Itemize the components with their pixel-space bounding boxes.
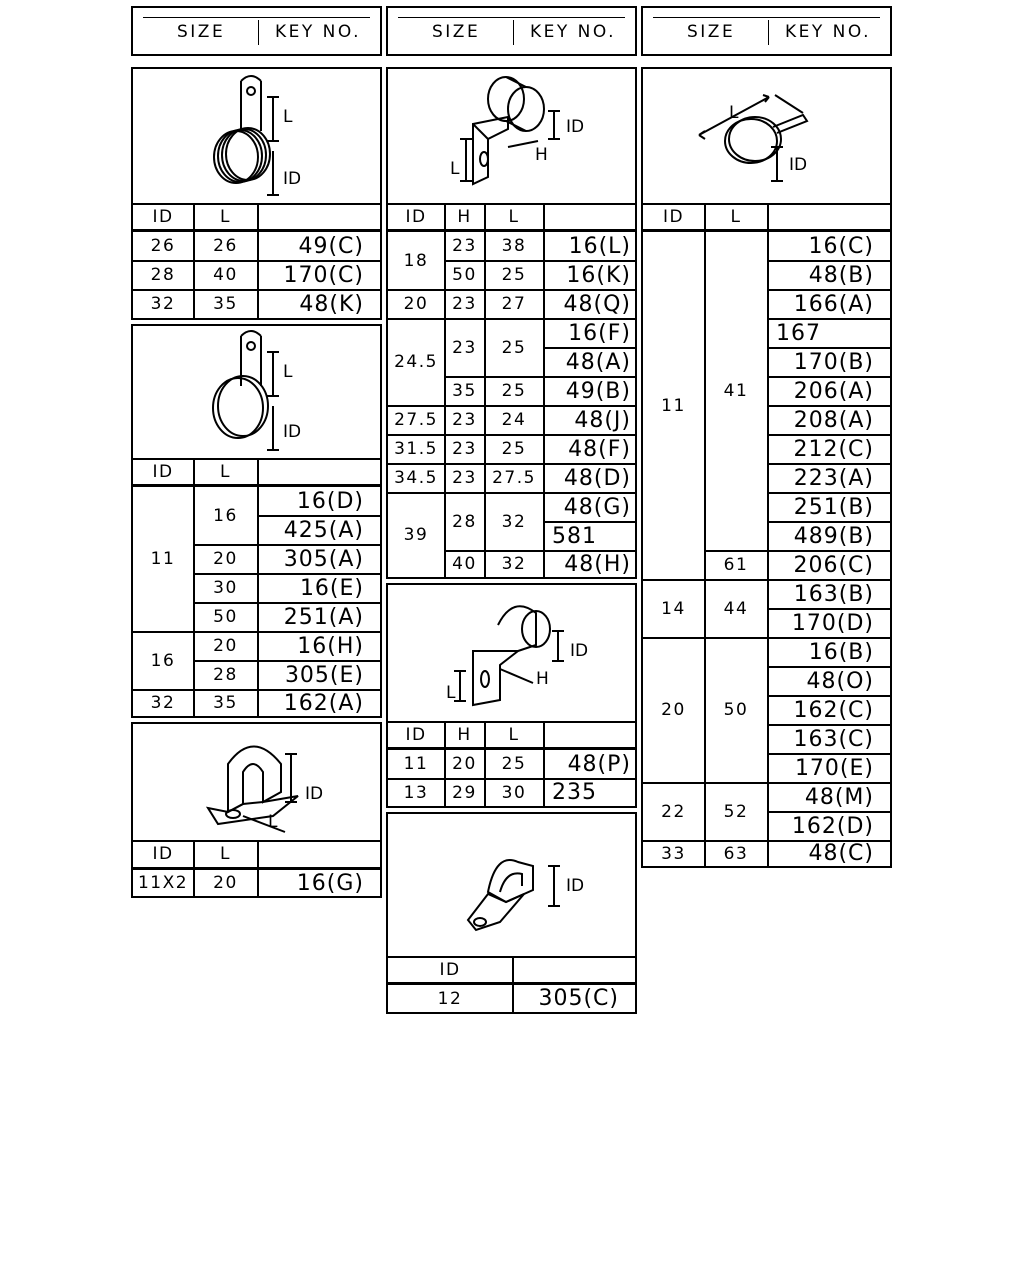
cell-key: 16(F) — [568, 320, 631, 346]
cell-key: 305(A) — [283, 546, 364, 572]
cell-key: 251(B) — [793, 494, 874, 520]
cell-key: 166(A) — [793, 291, 874, 317]
col-header-l: L — [508, 724, 520, 745]
cell-key: 48(F) — [568, 436, 631, 462]
cell-key: 163(B) — [793, 581, 874, 607]
cell-key: 16(C) — [808, 233, 874, 259]
cell-key: 170(E) — [794, 755, 874, 781]
cell-key: 162(C) — [793, 697, 874, 723]
dim-label-l: L — [283, 107, 293, 127]
dim-label-id: ID — [305, 784, 324, 804]
offset-clamp-illustration — [388, 69, 635, 205]
cell-key: 48(K) — [299, 291, 364, 317]
cell-id: 34.5 — [394, 468, 438, 488]
cell-l: 30 — [501, 782, 527, 803]
col-header-id: ID — [152, 844, 174, 864]
col-header-id: ID — [439, 959, 461, 980]
cell-l: 27.5 — [492, 468, 536, 488]
cell-key: 49(C) — [298, 233, 364, 259]
cell-key: 206(C) — [793, 552, 874, 578]
header-key-no: KEY NO. — [275, 22, 361, 42]
cell-id: 26 — [150, 236, 176, 256]
cell-l: 24 — [501, 410, 527, 430]
header-size: SIZE — [177, 22, 226, 42]
cell-h: 23 — [452, 294, 477, 314]
cell-id: 32 — [150, 693, 176, 713]
cell-key: 48(A) — [565, 349, 631, 375]
col-header-id: ID — [152, 206, 174, 227]
cell-id: 11 — [661, 395, 686, 416]
cell-id: 27.5 — [394, 410, 438, 430]
cell-id: 33 — [661, 843, 686, 864]
cell-key: 163(C) — [793, 726, 874, 752]
header-key-no: KEY NO. — [785, 22, 871, 42]
cell-id: 16 — [150, 650, 176, 671]
cell-l: 35 — [213, 693, 238, 713]
cell-key: 48(J) — [574, 407, 631, 433]
dim-label-l: L — [446, 683, 456, 703]
cell-key: 16(K) — [566, 262, 631, 288]
cell-h: 23 — [452, 337, 477, 358]
dim-label-l: L — [283, 362, 293, 382]
cell-key: 425(A) — [283, 517, 364, 543]
cell-key: 16(B) — [808, 639, 874, 665]
cell-l: 25 — [501, 381, 527, 401]
cell-id: 11X2 — [137, 873, 189, 893]
col-header-h: H — [457, 724, 472, 745]
cell-key: 48(G) — [563, 494, 631, 520]
cell-key: 235 — [552, 780, 597, 805]
header-mid — [386, 6, 637, 56]
cell-id: 20 — [661, 700, 686, 720]
header-left — [131, 6, 382, 56]
cell-id: 22 — [661, 801, 686, 822]
cell-l: 40 — [213, 265, 238, 285]
clamp-block-mid-1 — [386, 67, 637, 579]
cell-key: 162(A) — [283, 690, 364, 716]
cell-h: 40 — [452, 554, 477, 574]
header-key-no: KEY NO. — [530, 22, 616, 42]
cell-key: 206(A) — [793, 378, 874, 404]
cell-key: 16(E) — [299, 575, 364, 601]
cell-id: 32 — [150, 294, 176, 314]
dim-label-l: L — [729, 103, 739, 123]
dim-label-id: ID — [570, 641, 589, 661]
cell-h: 50 — [452, 265, 477, 285]
cell-key: 170(C) — [283, 262, 364, 288]
col-header-id: ID — [405, 206, 427, 227]
col-header-id: ID — [405, 724, 427, 745]
dim-label-id: ID — [566, 117, 585, 137]
cell-key: 16(D) — [296, 488, 364, 514]
cell-key: 16(L) — [568, 233, 631, 259]
header-size: SIZE — [687, 22, 736, 42]
cell-id: 39 — [403, 525, 429, 545]
cell-id: 31.5 — [394, 439, 438, 459]
cell-h: 23 — [452, 410, 477, 430]
cell-id: 28 — [150, 265, 176, 285]
offset-clamp-illustration — [388, 585, 635, 721]
dim-label-id: ID — [789, 155, 808, 175]
cell-key: 208(A) — [793, 407, 874, 433]
cell-key: 48(H) — [564, 551, 631, 577]
cell-l: 30 — [213, 578, 238, 598]
clamp-block-left-3 — [131, 722, 382, 898]
cell-key: 489(B) — [793, 523, 874, 549]
cell-key: 48(P) — [567, 751, 631, 777]
cell-l: 32 — [501, 511, 527, 532]
col-header-l: L — [508, 206, 520, 227]
cell-l: 27 — [501, 294, 527, 314]
cell-key: 305(E) — [284, 662, 364, 688]
cell-id: 13 — [403, 782, 429, 803]
cell-h: 29 — [452, 782, 477, 803]
dim-label-l: L — [450, 159, 460, 179]
cell-key: 48(O) — [806, 668, 874, 694]
cell-id: 12 — [437, 988, 463, 1009]
cell-l: 38 — [501, 236, 527, 256]
cell-l: 20 — [213, 873, 238, 893]
cell-l: 20 — [213, 636, 238, 656]
clamp-block-right — [641, 67, 892, 868]
clamp-block-mid-3 — [386, 812, 637, 1014]
cell-key: 162(D) — [791, 813, 874, 839]
cell-key: 48(C) — [808, 841, 874, 866]
cell-key: 16(G) — [296, 870, 364, 896]
cell-key: 48(M) — [804, 784, 874, 810]
cell-key: 581 — [552, 523, 597, 549]
cell-key: 305(C) — [538, 986, 619, 1011]
cell-h: 35 — [452, 381, 477, 401]
cell-key: 170(B) — [793, 349, 874, 375]
cell-l: 50 — [213, 607, 238, 627]
cell-l: 44 — [723, 598, 749, 619]
cell-h: 23 — [452, 468, 477, 488]
cell-key: 223(A) — [793, 465, 874, 491]
dim-label-h: H — [535, 145, 548, 165]
cell-l: 52 — [723, 801, 749, 822]
cell-id: 18 — [403, 250, 429, 271]
cell-l: 28 — [213, 665, 238, 685]
cell-l: 63 — [723, 843, 749, 864]
dim-label-h: H — [536, 669, 549, 689]
cell-id: 24.5 — [394, 352, 438, 372]
band-clamp-illustration — [643, 69, 890, 205]
cell-key: 251(A) — [283, 604, 364, 630]
cell-id: 20 — [403, 294, 429, 314]
cell-h: 23 — [452, 439, 477, 459]
cell-key: 48(B) — [808, 262, 874, 288]
cell-l: 35 — [213, 294, 238, 314]
clamp-block-mid-2 — [386, 583, 637, 808]
double-clamp-illustration — [133, 724, 380, 840]
cell-key: 170(D) — [791, 610, 874, 636]
cell-h: 28 — [452, 511, 477, 532]
cell-l: 16 — [213, 505, 238, 526]
cell-l: 41 — [723, 381, 749, 401]
dim-label-l: L — [268, 812, 278, 832]
header-right — [641, 6, 892, 56]
cell-l: 25 — [501, 439, 527, 459]
cell-l: 25 — [501, 265, 527, 285]
spiral-clamp-illustration — [133, 69, 380, 205]
dim-label-id: ID — [566, 876, 585, 896]
cell-h: 20 — [452, 754, 477, 774]
cell-l: 50 — [723, 700, 749, 720]
single-clamp-illustration — [133, 326, 380, 460]
cell-l: 25 — [501, 337, 527, 358]
cell-l: 32 — [501, 554, 527, 574]
cell-key: 48(Q) — [563, 291, 631, 317]
clamp-block-left-2 — [131, 324, 382, 718]
dim-label-id: ID — [283, 169, 302, 189]
col-header-l: L — [220, 461, 231, 482]
cell-l: 61 — [723, 555, 749, 575]
cell-id: 14 — [661, 598, 686, 619]
cell-h: 23 — [452, 236, 477, 256]
cell-l: 25 — [501, 754, 527, 774]
col-header-h: H — [457, 206, 472, 227]
cell-key: 16(H) — [297, 633, 364, 659]
cell-key: 167 — [776, 320, 821, 346]
col-header-l: L — [730, 206, 742, 227]
cell-key: 212(C) — [793, 436, 874, 462]
cell-key: 48(D) — [563, 465, 631, 491]
col-header-id: ID — [662, 206, 685, 227]
col-header-l: L — [220, 844, 231, 864]
cell-key: 49(B) — [565, 378, 631, 404]
dim-label-id: ID — [283, 422, 302, 442]
p-clamp-illustration — [388, 814, 635, 954]
cell-id: 11 — [150, 549, 176, 569]
col-header-id: ID — [152, 461, 174, 482]
col-header-l: L — [220, 206, 231, 227]
clamp-block-left-1 — [131, 67, 382, 320]
cell-id: 11 — [403, 754, 429, 774]
header-size: SIZE — [432, 22, 481, 42]
cell-l: 20 — [213, 549, 238, 569]
cell-l: 26 — [213, 236, 238, 256]
